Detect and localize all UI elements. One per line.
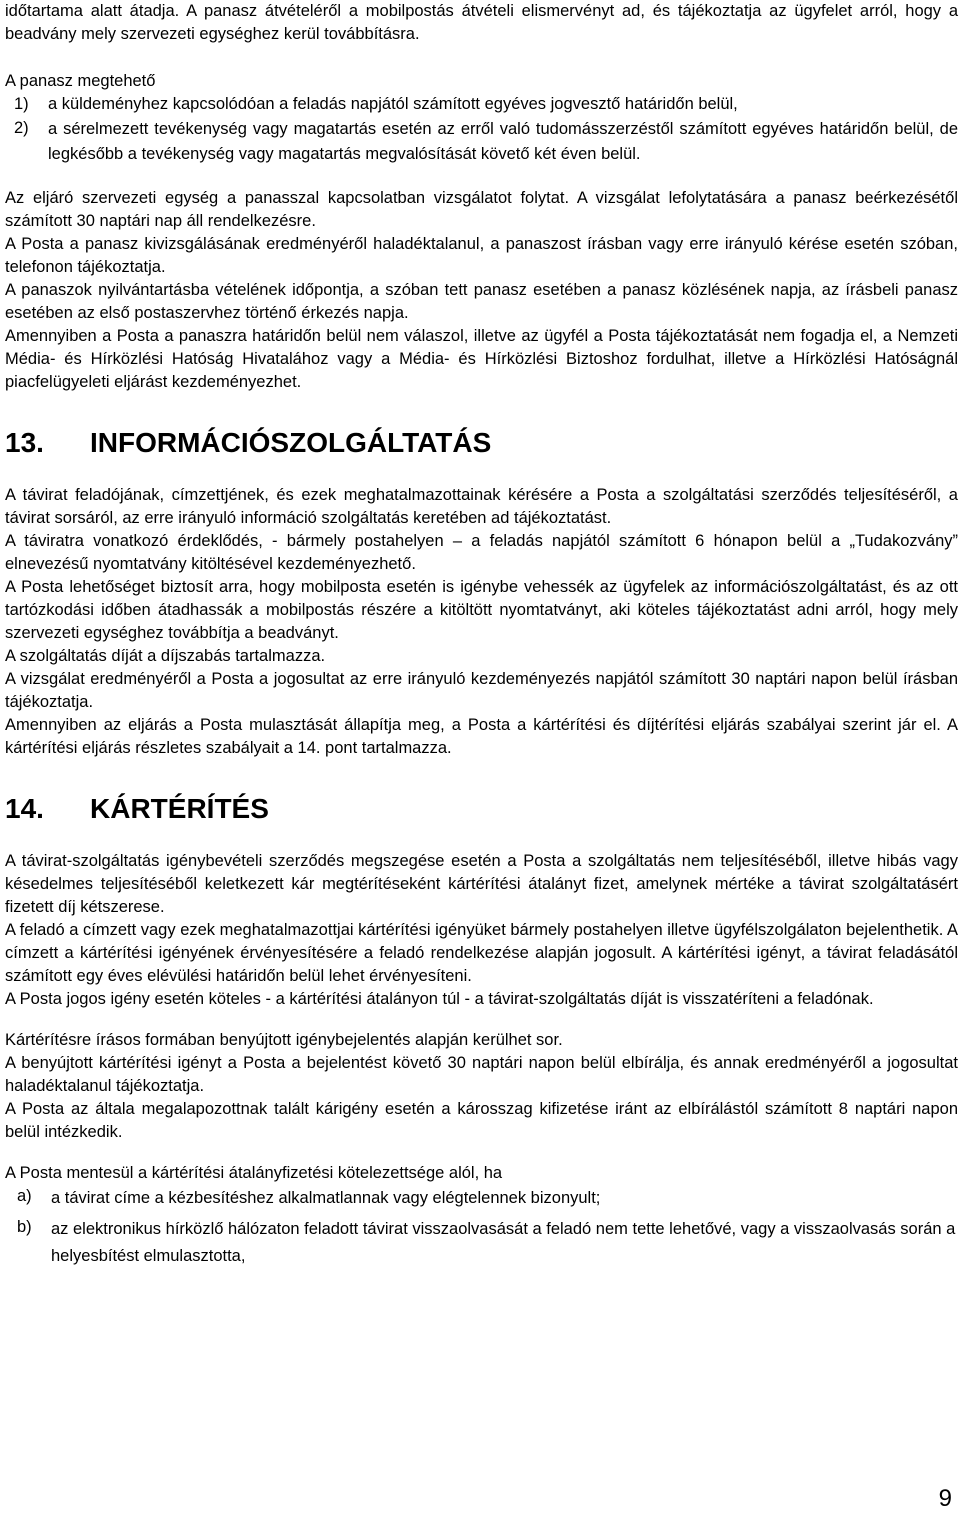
section-13-paragraph: Amennyiben az eljárás a Posta mulasztását állapítja meg, a Posta a kártérítési és díjtérítési eljárás szabályai szerint jár el. A kártérítési eljárás részletes szabályait a 14. pont tartalmazza.	[5, 716, 958, 757]
deadline-list	[5, 93, 958, 167]
list-item-label: b)	[17, 1218, 32, 1236]
list-item-text: a küldeményhez kapcsolódóan a feladás napjától számított egyéves jogvesztő határidőn belül,	[48, 95, 738, 113]
exemption-list	[5, 1185, 958, 1270]
section-14-heading	[5, 792, 958, 826]
section-title: INFORMÁCIÓSZOLGÁLTATÁS	[90, 427, 492, 458]
page-number: 9	[938, 1485, 952, 1512]
section-14-paragraph: A feladó a címzett vagy ezek meghatalmazottjai kártérítési igényüket bármely postahelyen illetve ügyfélszolgálaton bejelenthetik. A címzett a kártérítési igényének érvényesítésére a feladó rendelkezése alapján jogosult. A kártérítési igényt, a távirat feladásától számított egy éves elévülési határidőn belül lehet érvényesíteni.	[5, 921, 958, 985]
list-item	[5, 117, 958, 167]
section-14-paragraph: A Posta az általa megalapozottnak talált kárigény esetén a károsszag kifizetése iránt az elbírálástól számított 8 naptári napon belül intézkedik.	[5, 1100, 958, 1141]
list-item-text: az elektronikus hírközlő hálózaton feladott távirat visszaolvasását a feladó nem tette lehetővé, vagy a visszaolvasás során a helyesbítést elmulasztotta,	[51, 1220, 956, 1265]
section-14-paragraph: Kártérítésre írásos formában benyújtott igénybejelentés alapján kerülhet sor.	[5, 1031, 563, 1049]
section-13-heading	[5, 426, 958, 460]
document-page	[5, 0, 958, 1274]
section-14-paragraph: A Posta jogos igény esetén köteles - a kártérítési átalányon túl - a távirat-szolgáltatás díját is visszatéríteni a feladónak.	[5, 990, 874, 1008]
section-number: 13.	[5, 427, 44, 458]
intro-paragraph-3: Az eljáró szervezeti egység a panasszal kapcsolatban vizsgálatot folytat. A vizsgálat lefolytatására a panasz beérkezésétől számított 30 naptári nap áll rendelkezésre.	[5, 189, 958, 230]
intro-paragraph-6: Amennyiben a Posta a panaszra határidőn belül nem válaszol, illetve az ügyfél a Posta tájékoztatását nem fogadja el, a Nemzeti Média- és Hírközlési Hatóság Hivatalához vagy a Média- és Hírközlési Biztoshoz fordulhat, illetve a Hírközlési Hatóságnál piacfelügyeleti eljárást kezdeményezhet.	[5, 327, 958, 391]
section-13-paragraph: A szolgáltatás díját a díjszabás tartalmazza.	[5, 647, 326, 665]
list-item	[5, 1185, 958, 1212]
list-item	[5, 1216, 958, 1270]
list-item-label: 1)	[14, 95, 29, 113]
list-item-text: a távirat címe a kézbesítéshez alkalmatlannak vagy elégtelennek bizonyult;	[51, 1189, 601, 1207]
intro-paragraph-4: A Posta a panasz kivizsgálásának eredményéről haladéktalanul, a panaszost írásban vagy erre irányuló kérése esetén szóban, telefonon tájékoztatja.	[5, 235, 958, 276]
section-number: 14.	[5, 793, 44, 824]
list-item-text: a sérelmezett tevékenység vagy magatartás esetén az erről való tudomásszerzéstől számított egyéves határidőn belül, de legkésőbb a tevékenység vagy magatartás megvalósítását követő két éven belül.	[48, 120, 958, 163]
section-13-paragraph: A távirat feladójának, címzettjének, és ezek meghatalmazottainak kérésére a Posta a szolgáltatási szerződés teljesítéséről, a távirat sorsáról, az erre irányuló információ szolgáltatás keretében ad tájékoztatást.	[5, 486, 958, 527]
section-13-paragraph: A Posta lehetőséget biztosít arra, hogy mobilposta esetén is igénybe vehessék az ügyfelek az információszolgáltatást, és az ott tartózkodási időben átadhassák a mobilpostás részére a kitöltött nyomtatványt, aki köteles tájékoztatást adni arról, hogy mely szervezeti egységhez továbbítja a beadványt.	[5, 578, 958, 642]
intro-paragraph-1: időtartama alatt átadja. A panasz átvételéről a mobilpostás átvételi elismervényt ad, és tájékoztatja az ügyfelet arról, hogy a beadvány mely szervezeti egységhez kerül továbbításra.	[5, 2, 958, 43]
exemption-intro: A Posta mentesül a kártérítési átalányfizetési kötelezettsége alól, ha	[5, 1164, 503, 1182]
section-title: KÁRTÉRÍTÉS	[90, 793, 269, 824]
intro-paragraph-2: A panasz megtehető	[5, 72, 156, 90]
list-item-label: a)	[17, 1187, 32, 1205]
section-13-paragraph: A vizsgálat eredményéről a Posta a jogosultat az erre irányuló kezdeményezés napjától számított 30 naptári napon belül írásban tájékoztatja.	[5, 670, 958, 711]
section-14-paragraph: A távirat-szolgáltatás igénybevételi szerződés megszegése esetén a Posta a szolgáltatás nem teljesítéséből, illetve hibás vagy késedelmes teljesítéséből keletkezett kár megtérítéseként kártérítési átalányt fizet, amelynek mértéke a távirat szolgáltatásért fizetett díj kétszerese.	[5, 852, 958, 916]
intro-paragraph-5: A panaszok nyilvántartásba vételének időpontja, a szóban tett panasz esetében a panasz közlésének napja, az írásbeli panasz esetében az első postaszervhez történő érkezés napja.	[5, 281, 958, 322]
list-item	[5, 93, 958, 116]
section-13-paragraph: A táviratra vonatkozó érdeklődés, - bármely postahelyen – a feladás napjától számított 6 hónapon belül a „Tudakozvány” elnevezésű nyomtatvány kitöltésével kezdeményezhető.	[5, 532, 958, 573]
section-14-paragraph: A benyújtott kártérítési igényt a Posta a bejelentést követő 30 naptári napon belül elbírálja, és annak eredményéről a jogosultat haladéktalanul tájékoztatja.	[5, 1054, 958, 1095]
list-item-label: 2)	[14, 119, 29, 137]
